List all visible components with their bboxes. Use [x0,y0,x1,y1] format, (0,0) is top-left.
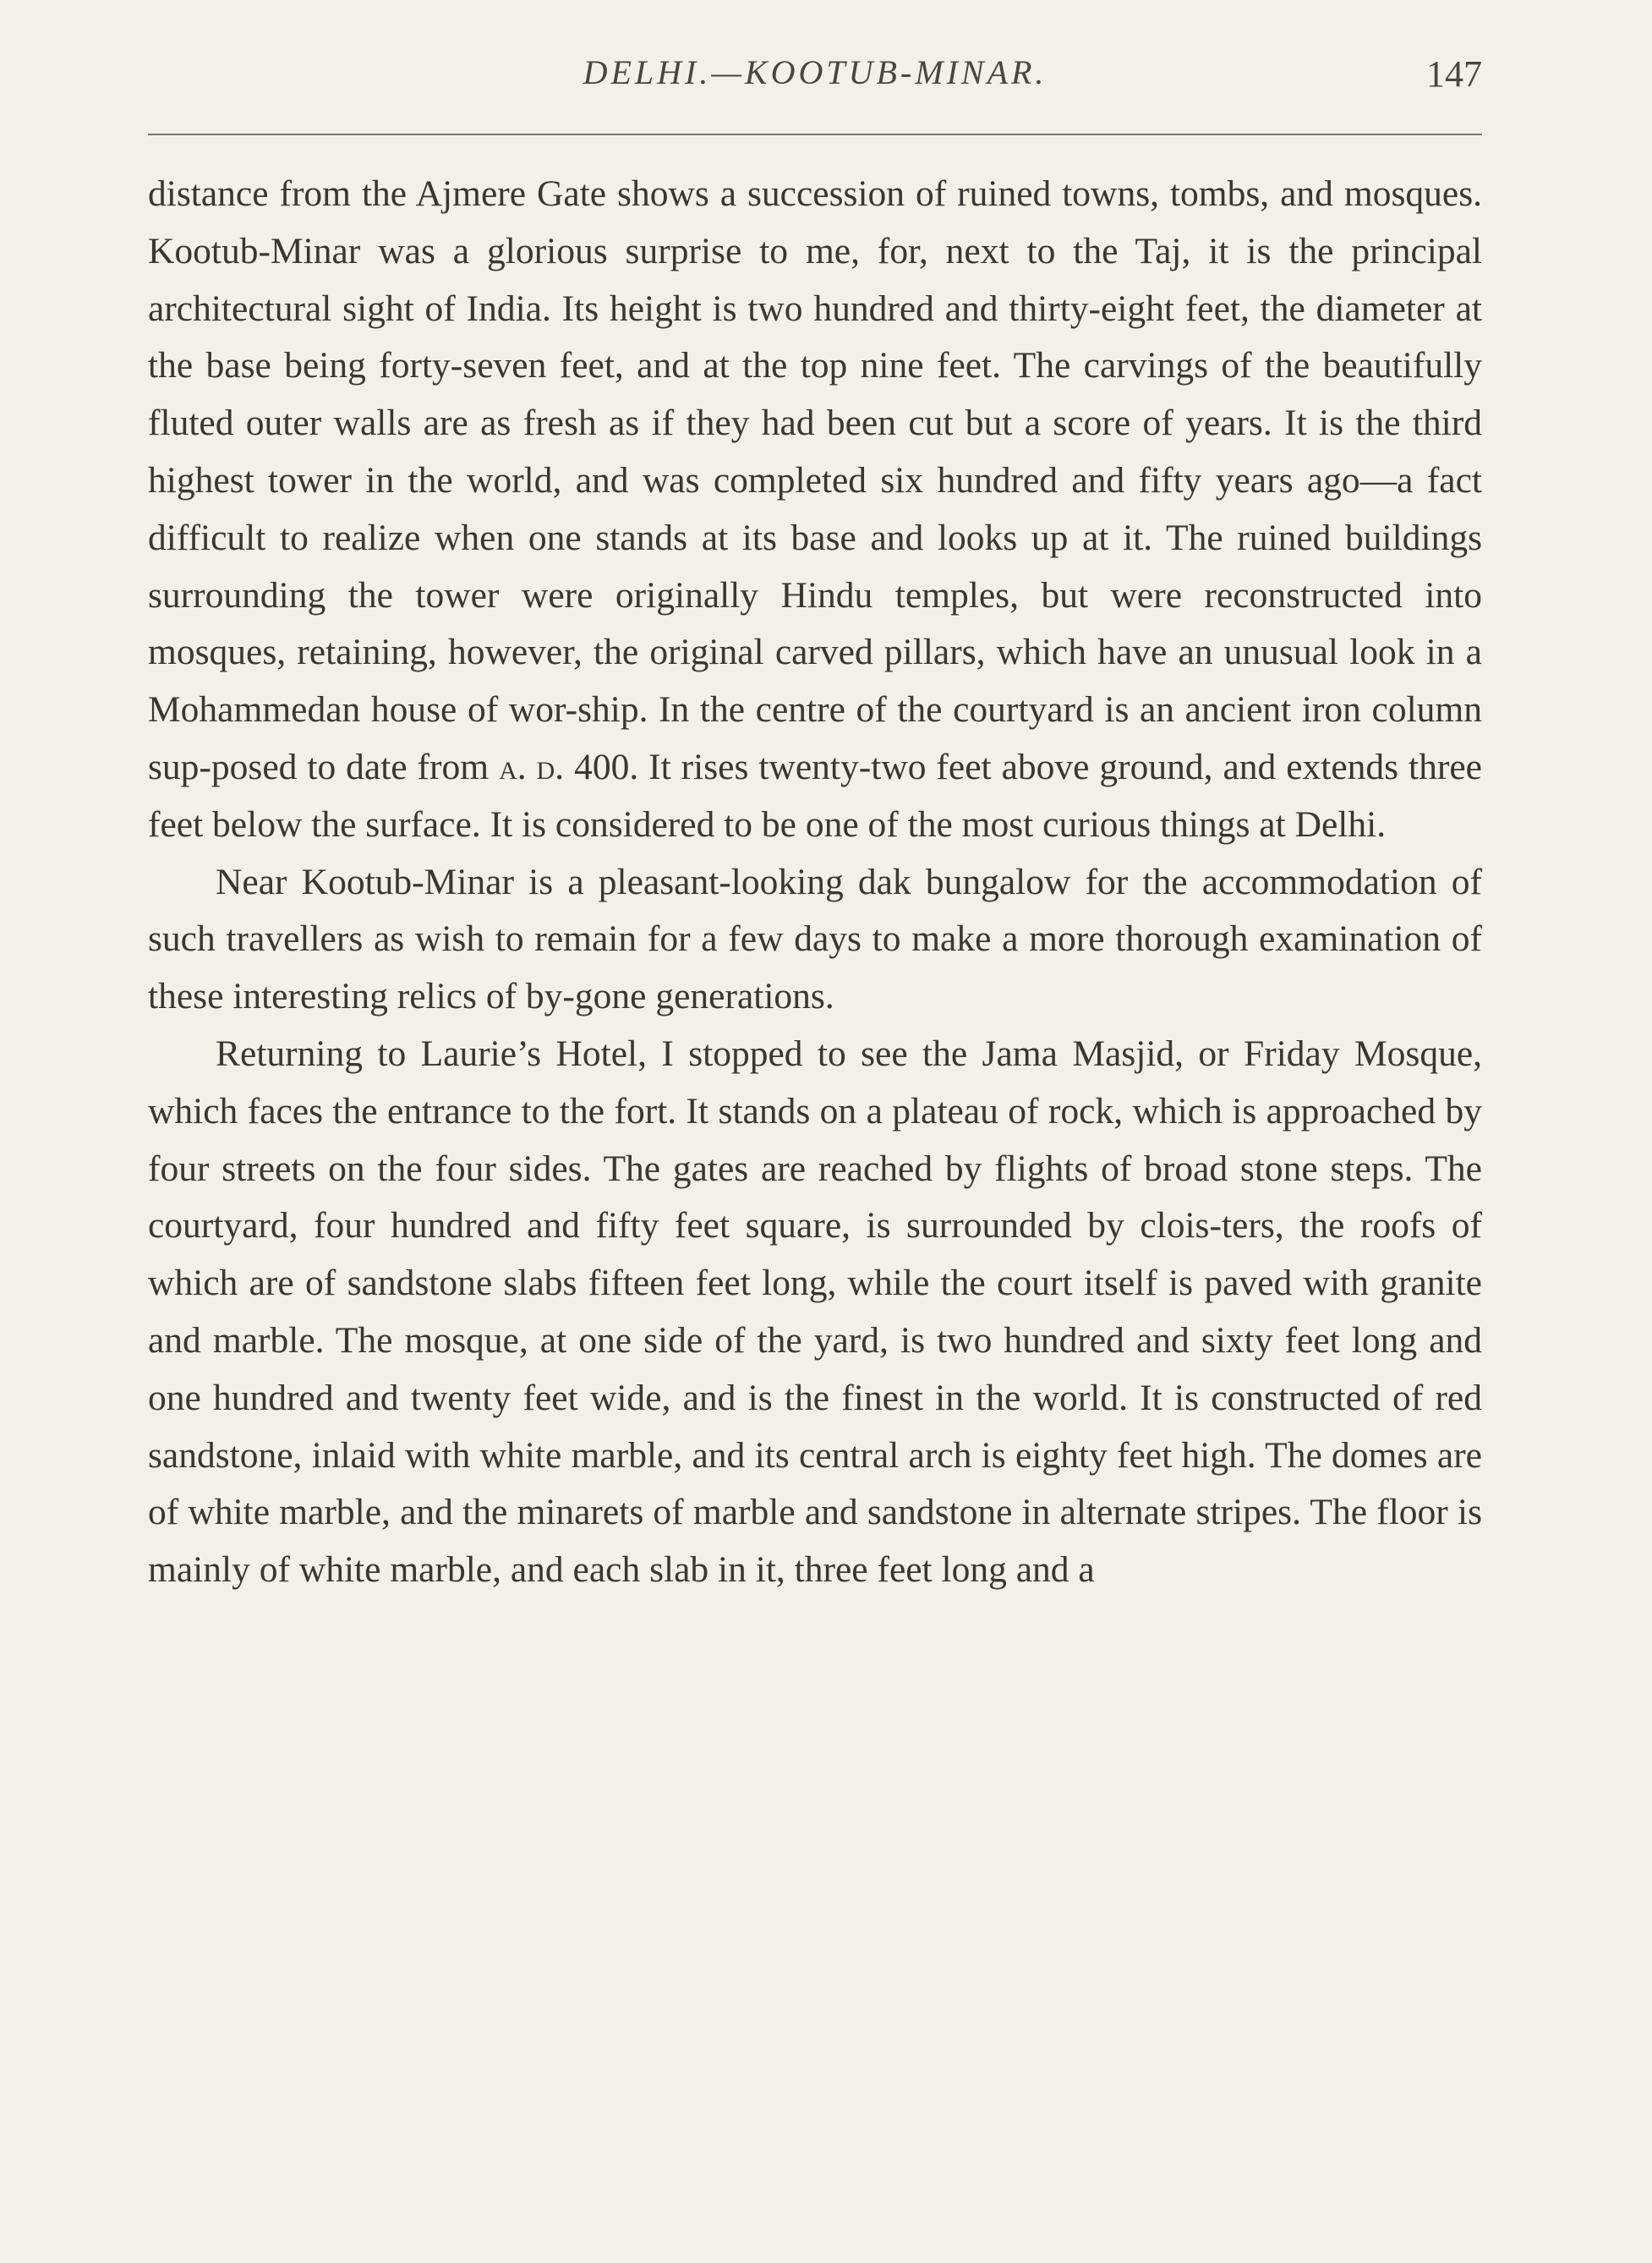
running-title: DELHI.—KOOTUB-MINAR. [583,53,1048,91]
paragraph-3: Returning to Laurie’s Hotel, I stopped to see the Jama Masjid, or Friday Mosque, which faces the entrance to the fort. It stands on a plateau of rock, which is approached by four streets on the four sides. The gates are reached by flights of broad stone steps. The courtyard, four hundred and fifty feet square, is surrounded by clois-ters, the roofs of which are of sandstone slabs fifteen feet long, while the court itself is paved with granite and marble. The mosque, at one side of the yard, is two hundred and sixty feet long and one hundred and twenty feet wide, and is the finest in the world. It is constructed of red sandstone, inlaid with white marble, and its central arch is eighty feet high. The domes are of white marble, and the minarets of marble and sandstone in alternate stripes. The floor is mainly of white marble, and each slab in it, three feet long and a [148,1033,1482,1591]
page-number: 147 [1426,53,1482,95]
body-text [148,166,1482,1599]
era-abbreviation: a. d. [499,746,565,787]
paragraph-1-text-end: 400. It rises twenty-two feet above ground, and extends three feet below the surface. It is considered to be one of the most curious things at Delhi. [148,746,1482,845]
header-rule [148,134,1482,135]
paragraph-2: Near Kootub-Minar is a pleasant-looking dak bungalow for the accommodation of such travellers as wish to remain for a few days to make a more thorough examination of these interesting relics of by-gone generations. [148,861,1482,1017]
paragraph-1-text-start: distance from the Ajmere Gate shows a succession of ruined towns, tombs, and mosques. Kootub-Minar was a glorious surprise to me, for, next to the Taj, it is the principal architectural sight of India. Its height is two hundred and thirty-eight feet, the diameter at the base being forty-seven feet, and at the top nine feet. The carvings of the beautifully fluted outer walls are as fresh as if they had been cut but a score of years. It is the third highest tower in the world, and was completed six hundred and fifty years ago—a fact difficult to realize when one stands at its base and looks up at it. The ruined buildings surrounding the tower were originally Hindu temples, but were reconstructed into mosques, retaining, however, the original carved pillars, which have an unusual look in a Mohammedan house of wor-ship. In the centre of the courtyard is an ancient iron column sup-posed to date from [148,173,1482,787]
running-head [148,52,1482,103]
paragraph-1 [148,166,1482,854]
